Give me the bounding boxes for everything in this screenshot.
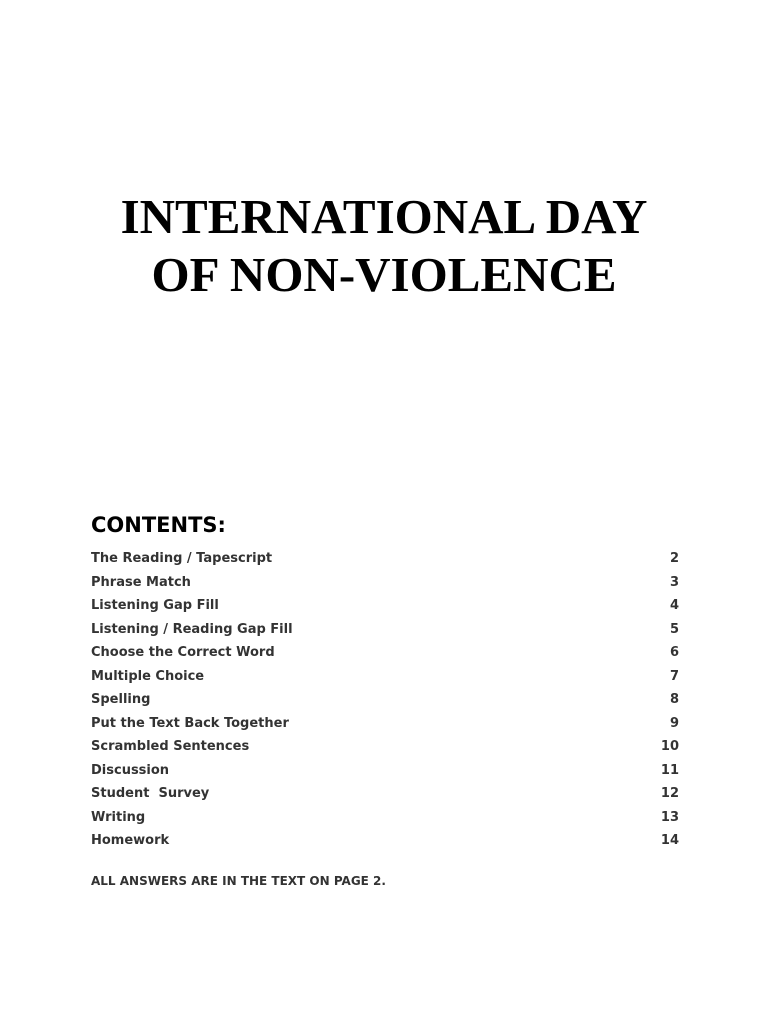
toc-row [91,665,679,689]
toc-row [91,759,679,783]
toc-row-label: Choose the Correct Word [91,645,275,660]
toc-row-label: Spelling [91,692,151,707]
toc-row [91,782,679,806]
toc-row-page: 10 [660,739,679,754]
toc-row-page: 13 [660,809,679,825]
table-of-contents [91,547,679,853]
toc-row-label: Phrase Match [91,574,191,590]
toc-row-page: 5 [669,621,679,637]
toc-row-page: 3 [669,574,679,590]
toc-row-label: Writing [91,809,146,825]
toc-row [91,806,679,830]
toc-row-label: Homework [91,833,170,848]
toc-row-label: Listening / Reading Gap Fill [91,621,293,637]
toc-row-page: 6 [669,645,679,660]
toc-row-page: 12 [660,786,679,801]
toc-row-page: 7 [669,668,679,684]
toc-row [91,571,679,595]
toc-row-page: 4 [669,598,679,613]
toc-row-page: 9 [669,715,679,731]
title-line-2: OF NON-VIOLENCE [151,247,617,302]
toc-row [91,829,679,853]
toc-row [91,712,679,736]
title-line-1: INTERNATIONAL DAY [120,189,648,244]
page-title [0,188,768,304]
toc-row-page: 8 [669,692,679,707]
toc-row-label: Put the Text Back Together [91,715,289,731]
toc-row-page: 11 [660,762,679,778]
toc-row-label: Student Survey [91,786,210,801]
toc-row [91,641,679,665]
toc-row [91,547,679,571]
toc-row [91,688,679,712]
contents-heading: CONTENTS: [91,513,226,537]
toc-row [91,594,679,618]
toc-row-label: Discussion [91,762,170,778]
toc-row-label: Listening Gap Fill [91,598,219,613]
toc-row-page: 2 [669,551,679,566]
toc-row-label: Scrambled Sentences [91,739,250,754]
answers-note: ALL ANSWERS ARE IN THE TEXT ON PAGE 2. [91,874,386,888]
toc-row-page: 14 [660,833,679,848]
toc-row-label: Multiple Choice [91,668,205,684]
toc-row [91,735,679,759]
toc-row-label: The Reading / Tapescript [91,551,273,566]
toc-row [91,618,679,642]
